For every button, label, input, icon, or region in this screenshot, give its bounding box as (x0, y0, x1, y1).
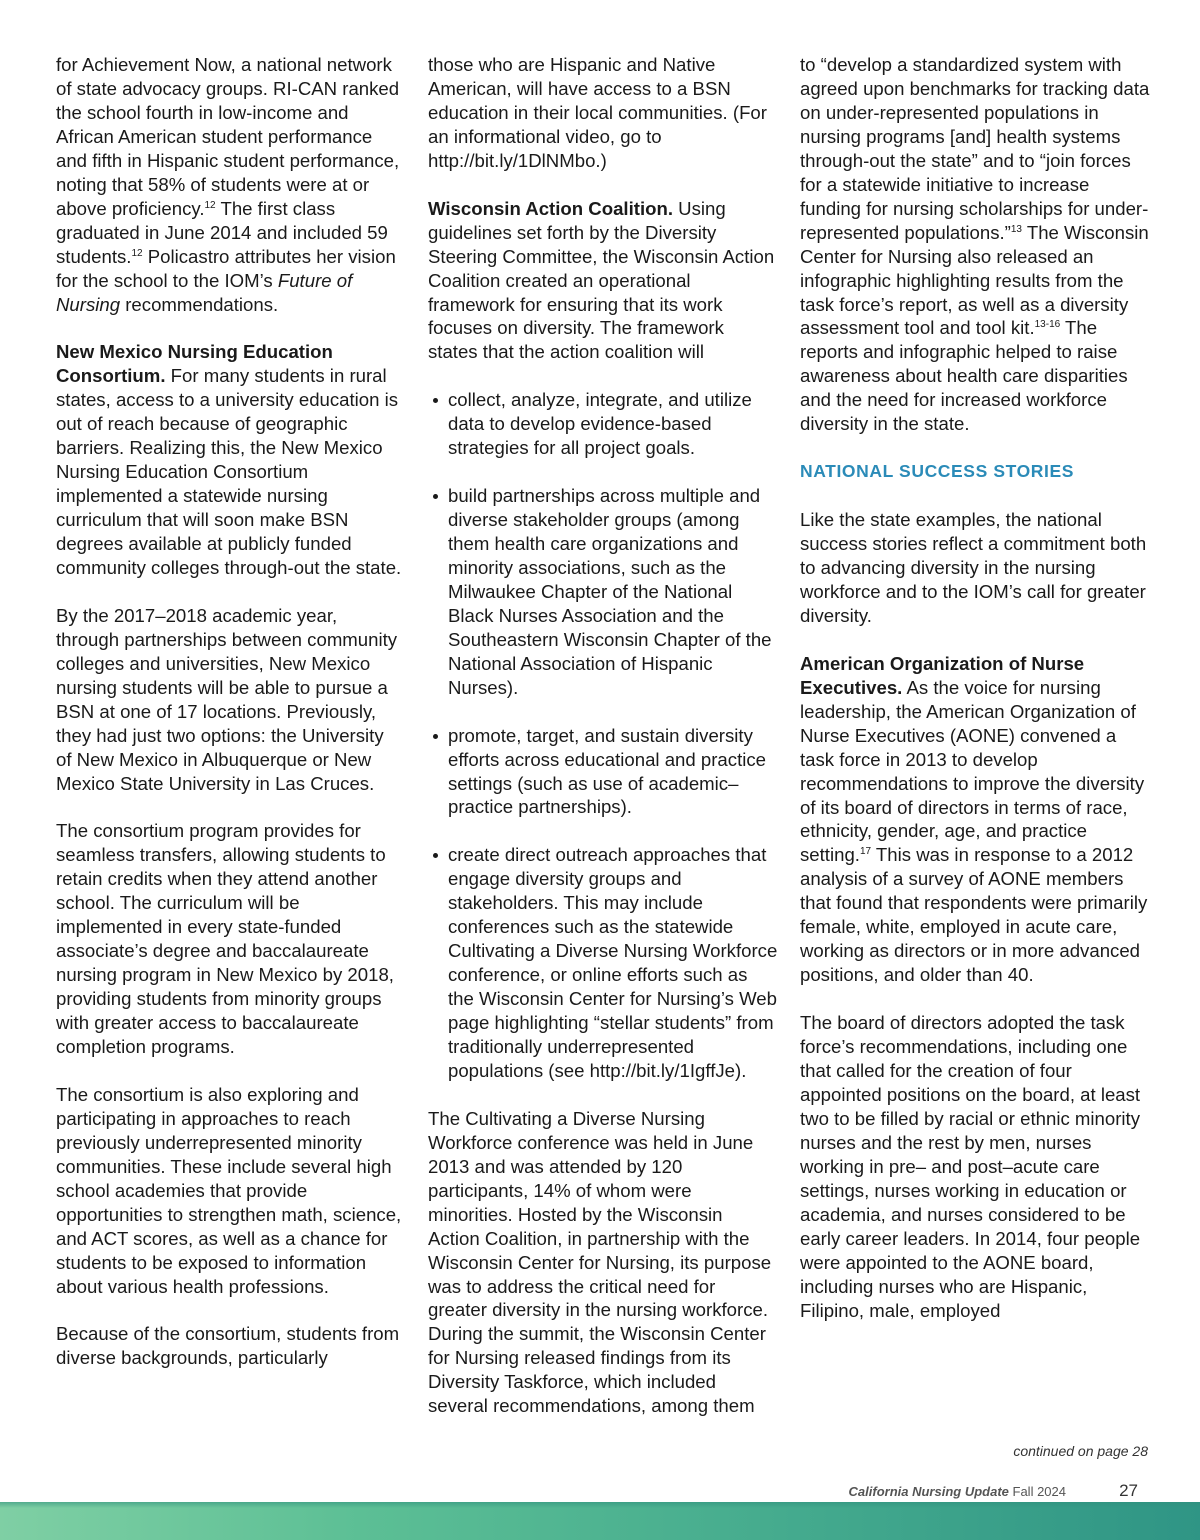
bullet-item: promote, target, and sustain diversity efforts across educational and practice settings (such as use of academic–practice partnerships). (428, 724, 778, 820)
book-title: Future of Nursing (56, 269, 353, 315)
section-heading-national: NATIONAL SUCCESS STORIES (800, 461, 1075, 482)
paragraph-board-directors: The board of directors adopted the task force’s recommendations, including one that called for the creation of four appointed positions on the board, at least two to be filled by racial or ethnic minority nurses and the rest by men, nurses working in pre– and post–acute care settings, nurses working in education or academia, and nurses considered to be early career leaders. In 2014, four people were appointed to the AONE board, including nurses who are Hispanic, Filipino, male, employed (800, 1012, 1141, 1321)
paragraph-academic-year: By the 2017–2018 academic year, through partnerships between community colleges and universities, New Mexico nursing students will be able to pursue a BSN at one of 17 locations. Previously, they had just two options: the University of New Mexico in Albuquerque or New Mexico State University in Las Cruces. (56, 604, 398, 794)
continued-note: continued on page 28 (1013, 1443, 1148, 1459)
footer-magazine: California Nursing Update Fall 2024 (848, 1484, 1066, 1499)
paragraph-achievement-now: for Achievement Now, a national network of state advocacy groups. RI-CAN ranked the school fourth in low-income and African American student performance and fifth in Hispanic student performance, noting that 58% of students were at or above proficiency.$^{12}$ The first class graduated in June 2014 and included 59 students.$^{12}$ Policastro attributes her vision for the school to the IOM’s Future of Nursing recommendations. (56, 54, 400, 315)
footnote-ref[interactable]: 13-16 (1034, 319, 1061, 331)
paragraph-state-examples: Like the state examples, the national success stories reflect a commitment both to advancing diversity in the nursing workforce and to the IOM’s call for greater diversity. (800, 509, 1147, 626)
framework-bullet-list (428, 388, 778, 1083)
footnote-ref[interactable]: 17 (859, 846, 872, 858)
paragraph-wisconsin: Wisconsin Action Coalition. Using guidelines set forth by the Diversity Steering Committee, the Wisconsin Action Coalition created an operational framework for ensuring that its work focuses on diversity. The framework states that the action coalition will (428, 197, 775, 363)
paragraph-aone: American Organization of Nurse Executives. As the voice for nursing leadership, the American Organization of Nurse Executives (AONE) convened a task force in 2013 to develop recommendations to improve the diversity of its board of directors in terms of race, ethnicity, gender, age, and practice setting.$^{17}$ This was in response to a 2012 analysis of a survey of AONE members that found that respondents were primarily female, white, employed in acute care, working as directors or in more advanced positions, and older than 40. (800, 652, 1148, 986)
footer-season: Fall 2024 (1012, 1484, 1066, 1499)
paragraph-because-consortium: Because of the consortium, students from diverse backgrounds, particularly (56, 1323, 400, 1369)
paragraph-cultivating-conference: The Cultivating a Diverse Nursing Workforce conference was held in June 2013 and was attended by 120 participants, 14% of whom were minorities. Hosted by the Wisconsin Action Coalition, in partnership with the Wisconsin Center for Nursing, its purpose was to address the critical need for greater diversity in the nursing workforce. During the summit, the Wisconsin Center for Nursing released findings from its Diversity Taskforce, which included several recommendations, among them (428, 1107, 772, 1417)
paragraph-standardized-system: to “develop a standardized system with agreed upon benchmarks for tracking data on under-represented populations in nursing programs [and] health systems through-out the state” and to “join forces for a statewide initiative to increase funding for nursing scholarships for under-represented populations.”$^{13}$ The Wisconsin Center for Nursing also released an infographic highlighting results from the task force’s report, as well as a diversity assessment tool and tool kit.$^{13-16}$ The reports and infographic helped to raise awareness about health care disparities and the need for increased workforce diversity in the state. (800, 54, 1150, 435)
bullet-item: build partnerships across multiple and diverse stakeholder groups (among them health care organizations and minority associations, such as the Milwaukee Chapter of the National Black Nurses Association and the Southeastern Wisconsin Chapter of the National Association of Hispanic Nurses). (428, 484, 778, 700)
footnote-ref[interactable]: 13 (1010, 223, 1022, 235)
bullet-item: collect, analyze, integrate, and utilize data to develop evidence-based strategies for all project goals. (428, 388, 778, 460)
paragraph-hispanic-native: those who are Hispanic and Native American, will have access to a BSN education in their local communities. (For an informational video, go to http://bit.ly/1DlNMbo.) (428, 54, 767, 171)
footer-band-shadow (0, 1502, 1200, 1508)
footnote-ref[interactable]: 12 (204, 199, 216, 211)
column-3 (800, 53, 1152, 1322)
subheading-aone: American Organization of Nurse Executives. (800, 652, 1085, 698)
column-1 (56, 53, 402, 1370)
paragraph-consortium-program: The consortium program provides for seamless transfers, allowing students to retain credits when they attend another school. The curriculum will be implemented in every state-funded associate’s degree and baccalaureate nursing program in New Mexico by 2018, providing students from minority groups with greater access to baccalaureate completion programs. (56, 820, 394, 1058)
page-number: 27 (1119, 1481, 1138, 1500)
column-2 (428, 53, 778, 1418)
subheading-new-mexico: New Mexico Nursing Education Consortium. (56, 341, 333, 387)
footnote-ref[interactable]: 12 (131, 247, 143, 259)
bullet-item: create direct outreach approaches that engage diversity groups and stakeholders. This may include conferences such as the statewide Cultivating a Diverse Nursing Workforce conference, or online efforts such as the Wisconsin Center for Nursing’s Web page highlighting “stellar students” from traditionally underrepresented populations (see http://bit.ly/1IgffJe). (428, 843, 778, 1083)
paragraph-consortium-exploring: The consortium is also exploring and participating in approaches to reach previously underrepresented minority communities. These include several high school academies that provide opportunities to strengthen math, science, and ACT scores, as well as a chance for students to be exposed to information about various health professions. (56, 1083, 402, 1297)
subheading-wisconsin: Wisconsin Action Coalition. (428, 197, 673, 219)
paragraph-new-mexico: New Mexico Nursing Education Consortium. For many students in rural states, access to a university education is out of reach because of geographic barriers. Realizing this, the New Mexico Nursing Education Consortium implemented a statewide nursing curriculum that will soon make BSN degrees available at publicly funded community colleges through-out the state. (56, 341, 402, 578)
